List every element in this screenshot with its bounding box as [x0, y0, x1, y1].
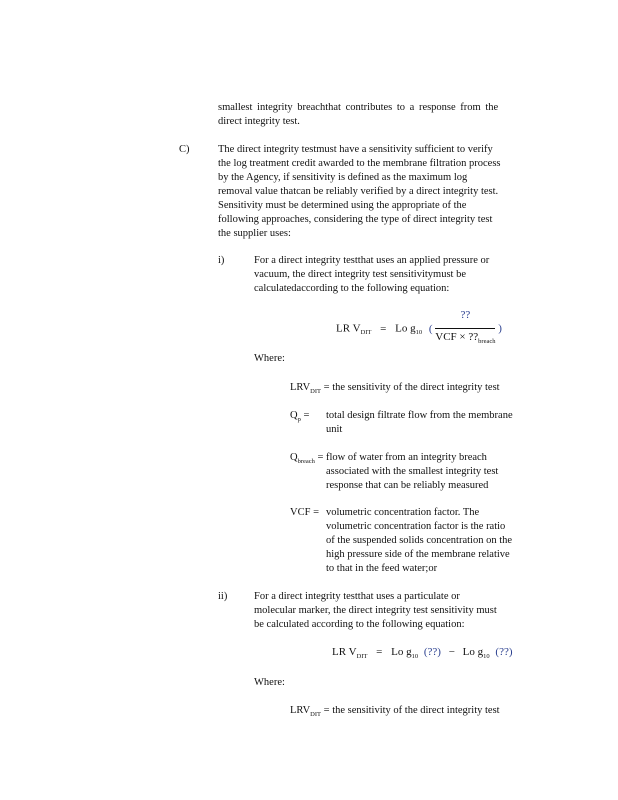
- item-i-where-label: Where:: [254, 353, 285, 364]
- definition-vcf-text: volumetric concentration factor. The volumetric concentration factor is the ratio of the suspended solids concentration on the high pressure side of the membrane relative to that in the feed water;or: [326, 507, 513, 574]
- item-i-marker: i): [218, 255, 225, 266]
- item-i-line-2: vacuum, the direct integrity test sensitivitymust be: [254, 269, 466, 280]
- equation-1-log: Lo g: [395, 322, 416, 335]
- section-c-line-7: the supplier uses:: [218, 228, 291, 239]
- definition-vcf-term: VCF =: [290, 507, 319, 518]
- definition-qbreach-term: $Q_{breach}$ =: [290, 452, 324, 465]
- definition-qp-term: $Q_p$ =: [290, 410, 310, 423]
- item-i-line-1: For a direct integrity testthat uses an applied pressure or: [254, 255, 490, 266]
- item-ii-where-label: Where:: [254, 677, 285, 688]
- equation-2-equals: =: [376, 646, 383, 658]
- definition-qbreach-text: flow of water from an integrity breach associated with the smallest integrity test response that can be reliably measured: [326, 452, 499, 491]
- equation-1: [336, 308, 502, 349]
- equation-1-equals: =: [380, 322, 387, 335]
- equation-1-fraction: [435, 308, 495, 349]
- item-ii-body: [254, 590, 539, 632]
- item-ii-line-3: be calculated according to the following equation:: [254, 619, 465, 630]
- equation-2-log-2: Lo g: [462, 646, 484, 658]
- section-c-line-1: The direct integrity testmust have a sensitivity sufficient to verify: [218, 144, 493, 155]
- equation-1-log-base: 10: [415, 329, 423, 337]
- intro-line-2: direct integrity test.: [218, 116, 300, 127]
- item-i-body: [254, 254, 534, 296]
- section-c-line-4: removal value thatcan be reliably verified by a direct integrity test.: [218, 186, 499, 197]
- section-c-marker: C): [179, 144, 190, 155]
- equation-2-minus: −: [448, 646, 455, 658]
- equation-2-arg-2: (??): [495, 646, 513, 658]
- definition-lrv-text: the sensitivity of the direct integrity test: [332, 382, 500, 393]
- section-c-line-3: by the Agency, if sensitivity is defined as the maximum log: [218, 172, 468, 183]
- section-c-line-2: the log treatment credit awarded to the membrane filtration process: [218, 158, 501, 169]
- item-ii-marker: ii): [218, 591, 228, 602]
- equation-1-denominator: VCF × $??_{breach}$: [435, 331, 496, 345]
- equation-1-lhs-sub: DIT: [360, 329, 372, 337]
- definition-lrv-term: LRV: [290, 382, 311, 393]
- definition-qp-text: total design filtrate flow from the membrane unit: [326, 410, 513, 435]
- definition-ii-lrv: $LRV_{DIT}$ = the sensitivity of the direct integrity test: [290, 705, 500, 718]
- equation-2: LR $V_{DIT} = Lo$ $g_{10}$ (??) − Lo $g_{10}$ (??): [332, 646, 513, 660]
- equation-1-open-paren: (: [428, 322, 433, 335]
- section-c-body: [218, 143, 538, 241]
- equation-1-numerator: ??: [435, 308, 495, 329]
- equation-2-arg-1: (??): [423, 646, 441, 658]
- equation-2-log-1: Lo g: [391, 646, 412, 658]
- item-i-line-3: calculatedaccording to the following equation:: [254, 283, 450, 294]
- equation-1-close-paren: ): [498, 322, 502, 335]
- section-c-line-6: following approaches, considering the type of direct integrity test: [218, 214, 493, 225]
- equation-2-lhs: LR V: [332, 646, 357, 658]
- section-c-line-5: Sensitivity must be determined using the appropriate of the: [218, 200, 467, 211]
- item-ii-line-2: molecular marker, the direct integrity test sensitivity must: [254, 605, 497, 616]
- equation-1-lhs: LR V: [336, 322, 361, 335]
- item-ii-line-1: For a direct integrity testthat uses a particulate or: [254, 591, 460, 602]
- definition-lrv: $LRV_{DIT}$ = the sensitivity of the direct integrity test: [290, 382, 500, 395]
- intro-line-1: smallest integrity breachthat contributes to a response from the: [218, 102, 499, 113]
